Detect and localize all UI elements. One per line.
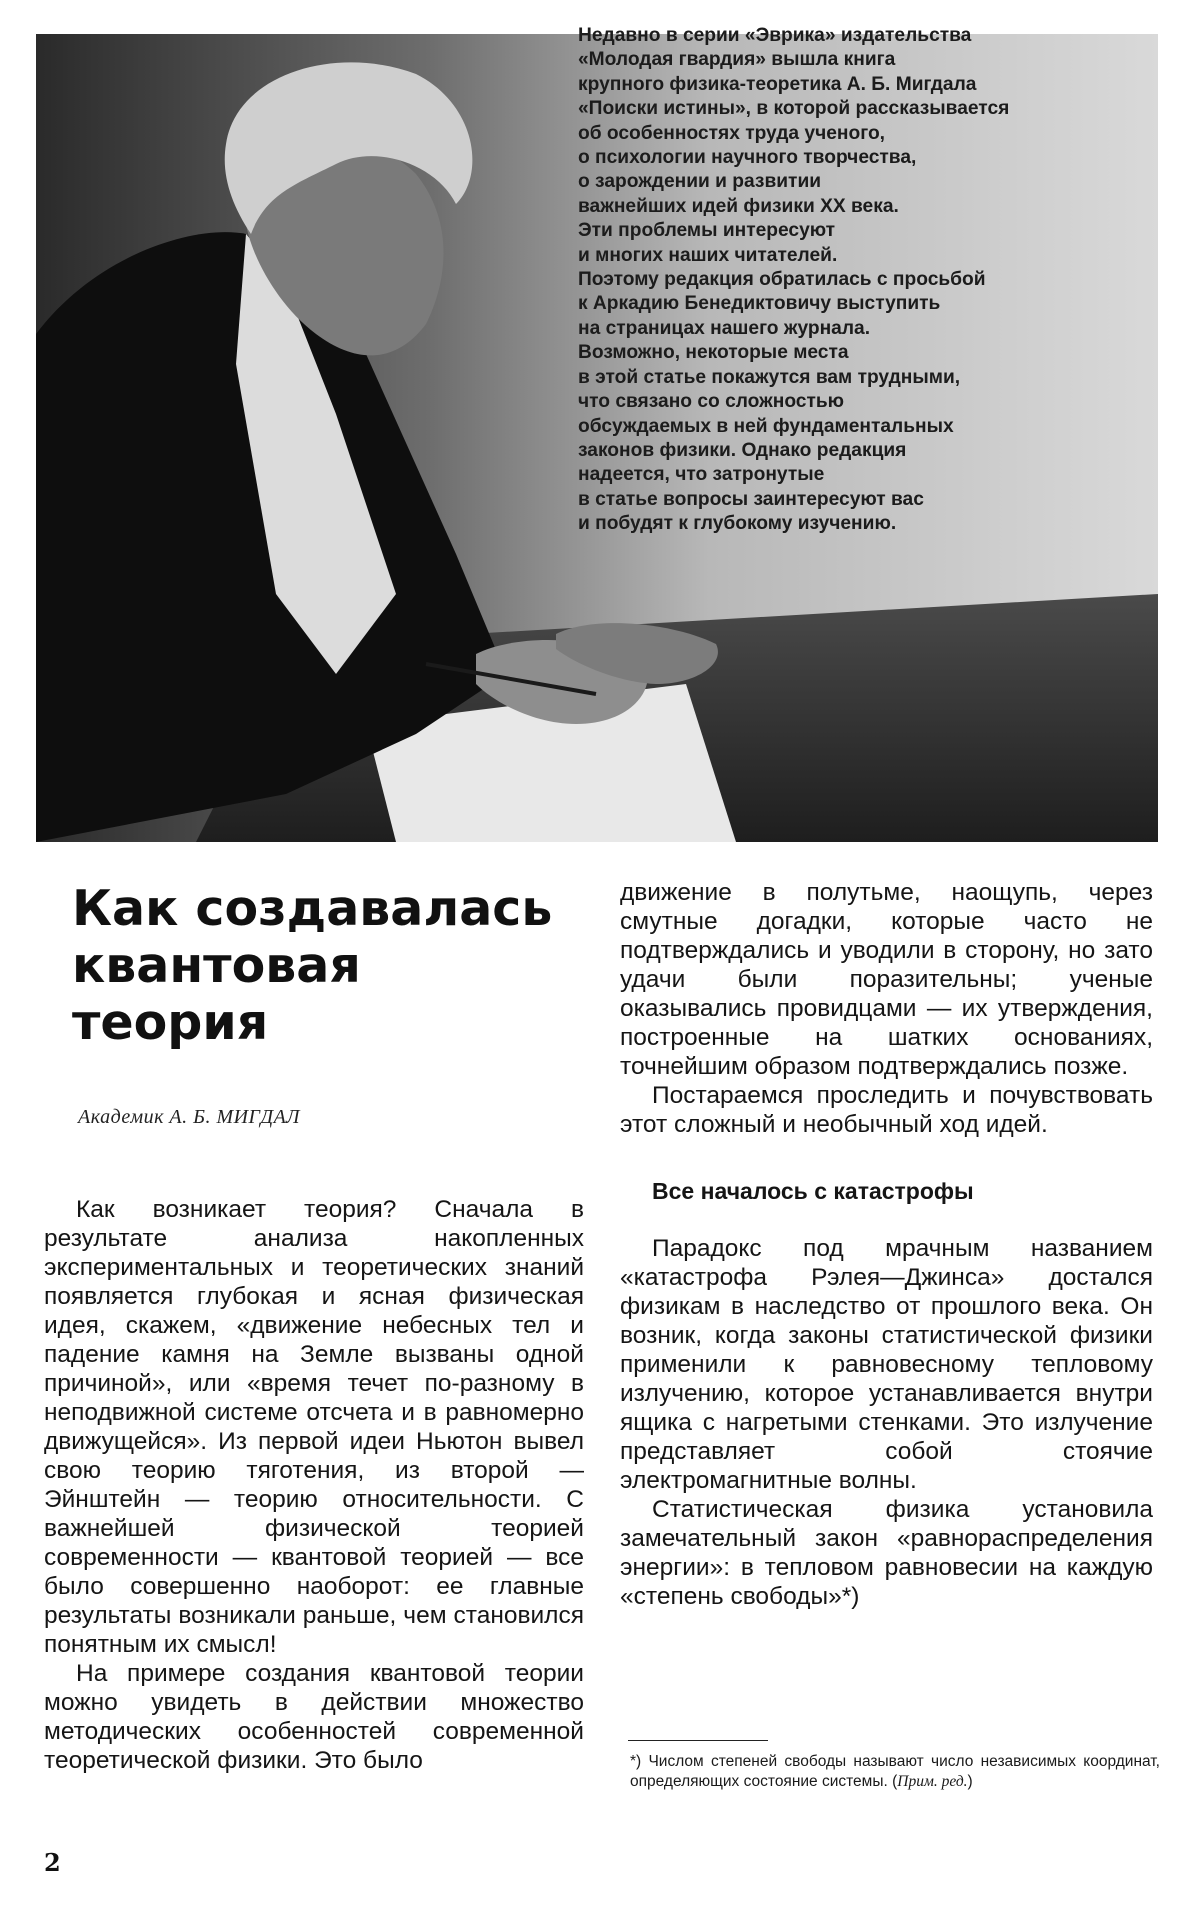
paragraph: Статистическая физика установила замечательный закон «равнораспределения энергии»: в тепловом равновесии на каждую «степень свободы»*) <box>620 1496 1153 1610</box>
article-title <box>72 880 592 1051</box>
paragraph-continued: движение в полутьме, наощупь, через смутные догадки, которые часто не подтверждались и уводили в сторону, но зато удачи были поразительны; ученые оказывались провидцами — их утверждения, построенные на шатких основаниях, точнейшим образом подтверждались позже. <box>620 879 1153 1080</box>
intro-line: Поэтому редакция обратилась с просьбой <box>578 269 986 291</box>
intro-line: надеется, что затронутые <box>578 464 825 486</box>
intro-line: о психологии научного творчества, <box>578 147 917 169</box>
paragraph: Парадокс под мрачным названием «катастрофа Рэлея—Джинса» достался физикам в наследство от прошлого века. Он возник, когда законы статистической физики применили к равновесному тепловому излучению, которое устанавливается внутри ящика с нагретыми стенками. Это излучение представляет собой стоячие электромагнитные волны. <box>620 1235 1153 1494</box>
title-line-1: Как создавалась <box>72 880 553 937</box>
paragraph: На примере создания квантовой теории можно увидеть в действии множество методических особенностей современной теоретической физики. Это было <box>44 1660 584 1774</box>
intro-line: крупного физика-теоретика А. Б. Мигдала <box>578 73 977 95</box>
editorial-intro <box>578 24 1098 537</box>
footnote-divider <box>628 1740 768 1741</box>
intro-line: к Аркадию Бенедиктовичу выступить <box>578 293 941 315</box>
section-heading: Все началось с катастрофы <box>652 1178 974 1204</box>
footnote-editor-note: Прим. ред. <box>897 1773 968 1790</box>
intro-line: Возможно, некоторые места <box>578 342 849 364</box>
footnote-text: *) Числом степеней свободы называют число независимых координат, определяющих состояние системы. ( <box>630 1753 1160 1790</box>
intro-line: Эти проблемы интересуют <box>578 220 836 242</box>
right-column <box>620 878 1153 1611</box>
footnote-close: ) <box>967 1773 973 1790</box>
intro-line: обсуждаемых в ней фундаментальных <box>578 415 954 437</box>
intro-line: «Молодая гвардия» вышла книга <box>578 49 896 71</box>
left-column <box>44 1195 584 1775</box>
intro-line: законов физики. Однако редакция <box>578 439 907 461</box>
intro-line: и многих наших читателей. <box>578 244 838 266</box>
title-line-2: квантовая <box>72 937 361 994</box>
intro-line: и побудят к глубокому изучению. <box>578 513 897 535</box>
intro-line: что связано со сложностью <box>578 391 845 413</box>
title-line-3: теория <box>72 994 269 1051</box>
footnote <box>630 1752 1160 1792</box>
intro-line: важнейших идей физики XX века. <box>578 195 899 217</box>
intro-line: в этой статье покажутся вам трудными, <box>578 366 961 388</box>
intro-line: в статье вопросы заинтересуют вас <box>578 488 924 510</box>
intro-line: «Поиски истины», в которой рассказывается <box>578 98 1010 120</box>
paragraph: Постараемся проследить и почувствовать этот сложный и необычный ход идей. <box>620 1082 1153 1138</box>
intro-line: Недавно в серии «Эврика» издательства <box>578 25 972 46</box>
paragraph: Как возникает теория? Сначала в результате анализа накопленных экспериментальных и теоретических знаний появляется глубокая и ясная физическая идея, скажем, «движение небесных тел и падение камня на Земле вызваны одной причиной», или «время течет по-разному в неподвижной системе отсчета и в равномерно движущейся». Из первой идеи Ньютон вывел свою теорию тяготения, из второй — Эйнштейн — теорию относительности. С важнейшей физической теорией современности — квантовой теорией — все было совершенно наоборот: ее главные результаты возникали раньше, чем становился понятным их смысл! <box>44 1196 584 1658</box>
author-byline: Академик А. Б. МИГДАЛ <box>78 1106 301 1128</box>
intro-line: об особенностях труда ученого, <box>578 122 886 144</box>
page-number: 2 <box>44 1848 61 1877</box>
intro-line: о зарождении и развитии <box>578 171 822 193</box>
intro-line: на страницах нашего журнала. <box>578 317 871 339</box>
